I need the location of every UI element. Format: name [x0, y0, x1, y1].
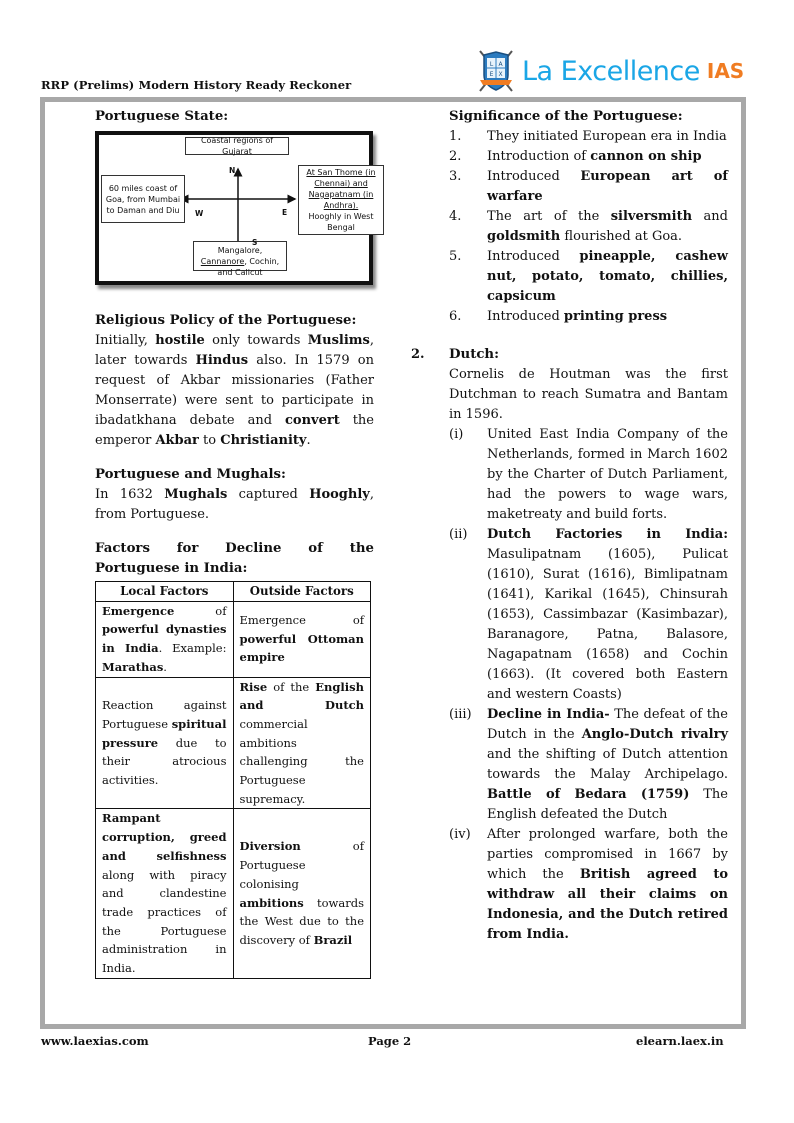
text-run: . — [306, 433, 311, 448]
text-run-bold: Akbar — [155, 433, 199, 448]
list-item — [449, 167, 728, 207]
table-cell-local — [96, 601, 234, 677]
text-run-bold: powerful Ottoman empire — [239, 631, 364, 665]
text-run: only towards — [204, 333, 308, 348]
list-text — [487, 307, 728, 327]
text-run-bold: cannon on ship — [590, 149, 702, 164]
significance-heading: Significance of the Portuguese: — [449, 109, 683, 124]
text-run: . Example: — [158, 641, 227, 656]
list-number: 2. — [449, 149, 462, 164]
brand-name: La Excellence — [522, 55, 700, 87]
text-run: After prolonged warfare, both the parties compromised in 1667 by which the — [487, 827, 728, 882]
text-run: Initially, — [95, 333, 156, 348]
list-number: (i) — [449, 427, 464, 442]
text-run-bold: powerful dynasties in India — [102, 622, 227, 656]
right-column — [411, 107, 728, 945]
list-number: 3. — [449, 169, 462, 184]
list-item — [449, 307, 728, 327]
text-run: of — [174, 603, 227, 618]
text-run-bold: Christianity — [220, 433, 307, 448]
text-run: due to their atrocious activities. — [102, 735, 227, 788]
list-number: 1. — [449, 129, 462, 144]
shield-letter: A — [498, 61, 503, 68]
text-run: to — [198, 433, 221, 448]
text-run: Emergence of — [239, 613, 364, 628]
page-number: Page 2 — [368, 1034, 412, 1048]
table-row — [96, 677, 371, 809]
text-run: and — [692, 209, 728, 224]
text-run: flourished at Goa. — [560, 229, 683, 244]
text-run: , later towards — [95, 333, 374, 368]
text-run: and the shifting of Dutch attention towards the Malay Archipelago. — [487, 747, 728, 782]
list-text — [487, 207, 728, 247]
text-run-bold: Emergence — [102, 603, 175, 618]
text-run: towards the West due to the discovery of — [239, 895, 364, 947]
portuguese-state-diagram — [95, 131, 376, 285]
list-number: 5. — [449, 249, 462, 264]
table-row — [96, 809, 371, 978]
list-text — [487, 525, 728, 705]
table-cell-outside — [233, 677, 371, 809]
text-run: Introduced — [487, 249, 580, 264]
text-run: The art of the — [487, 209, 611, 224]
diagram-south-text: Cannanore — [200, 257, 245, 266]
list-text — [487, 247, 728, 307]
text-run: of the — [267, 679, 316, 694]
diagram-south-text: Mangalore, — [217, 246, 263, 255]
list-text — [487, 167, 728, 207]
text-run-bold: Dutch Factories in India: — [487, 527, 728, 542]
diagram-east-box — [298, 165, 384, 235]
compass-east-label: E — [282, 208, 288, 217]
text-run-bold: Mughals — [164, 487, 228, 502]
text-run-bold: convert — [285, 413, 340, 428]
text-run-bold: Muslims — [307, 333, 370, 348]
document-title: RRP (Prelims) Modern History Ready Reckoner — [41, 78, 352, 92]
section-number: 2. — [411, 347, 425, 362]
list-item — [449, 147, 728, 167]
text-run-bold: goldsmith — [487, 229, 561, 244]
list-item — [449, 525, 728, 705]
text-run-bold: Anglo-Dutch rivalry — [581, 727, 728, 742]
footer-website-link[interactable]: www.laexias.com — [41, 1034, 149, 1048]
list-number: 4. — [449, 209, 462, 224]
text-run: of Portuguese colonising — [239, 839, 364, 891]
text-run-bold: ambitions — [239, 895, 304, 910]
mughals-heading: Portuguese and Mughals: — [95, 467, 286, 482]
text-run-bold: Rampant corruption, greed and selfishness — [102, 811, 227, 863]
table-row — [96, 601, 371, 677]
list-number: (ii) — [449, 527, 468, 542]
table-cell-outside — [233, 601, 371, 677]
portuguese-state-heading: Portuguese State: — [95, 109, 229, 124]
text-run: , from Portuguese. — [95, 487, 374, 522]
footer-elearn-link[interactable]: elearn.laex.in — [636, 1034, 724, 1048]
text-run-bold: English and Dutch — [239, 679, 364, 713]
table-cell-local — [96, 809, 234, 978]
text-run-bold: printing press — [563, 309, 668, 324]
text-run-bold: Rise — [239, 679, 268, 694]
text-run: also. In 1579 on request of Akbar missionaries (Father Monserrate) were sent to participate in ibadatkhana debate and — [95, 353, 374, 428]
list-number: (iv) — [449, 827, 471, 842]
column-header-outside: Outside Factors — [233, 582, 371, 602]
dutch-intro: Cornelis de Houtman was the first Dutchman to reach Sumatra and Bantam in 1596. — [449, 367, 728, 422]
list-text — [487, 147, 728, 167]
text-run: In 1632 — [95, 487, 165, 502]
list-number: (iii) — [449, 707, 472, 722]
text-run: Introduction of — [487, 149, 591, 164]
diagram-east-line: At San Thome (in Chennai) and — [306, 168, 376, 188]
list-item — [449, 705, 728, 825]
compass-north-label: N — [229, 166, 236, 175]
text-run-bold: Marathas — [102, 659, 164, 674]
table-cell-outside — [233, 809, 371, 978]
text-run-bold: Hindus — [195, 353, 249, 368]
list-item — [449, 127, 728, 147]
list-text — [487, 425, 728, 525]
decline-heading: Factors for Decline of the Portuguese in India: — [95, 541, 374, 576]
text-run: along with piracy and clandestine trade practices of the Portuguese administration in India. — [102, 867, 227, 976]
diagram-east-line: Nagapatnam (in Andhra). — [308, 190, 374, 210]
text-run-bold: pineapple, cashew nut, potato, tomato, chillies, capsicum — [487, 249, 728, 304]
list-text — [487, 127, 728, 147]
text-run: . — [163, 659, 167, 674]
text-run-bold: British agreed to withdraw all their claims on Indonesia, and the Dutch retired from India. — [487, 867, 728, 942]
compass-south-label: S — [252, 238, 258, 247]
diagram-south-text: , Cochin, and Calicut — [217, 257, 280, 277]
brand-logo — [476, 47, 744, 95]
list-number: 6. — [449, 309, 462, 324]
text-run: the emperor — [95, 413, 374, 448]
brand-suffix: IAS — [706, 59, 745, 83]
diagram-west-box: 60 miles coast of Goa, from Mumbai to Daman and Diu — [101, 175, 185, 223]
decline-factors-table — [95, 581, 371, 979]
dutch-heading: Dutch: — [449, 347, 500, 362]
list-text — [487, 825, 728, 945]
shield-letter: E — [489, 71, 494, 78]
shield-letter: X — [498, 71, 503, 78]
list-text — [487, 705, 728, 825]
compass-west-label: W — [195, 209, 204, 218]
diagram-east-line: Hooghly in West Bengal — [308, 212, 374, 232]
shield-letter: L — [489, 61, 494, 68]
text-run: commercial ambitions challenging the Portuguese supremacy. — [239, 716, 364, 806]
text-run: United East India Company of the Netherlands, formed in March 1602 by the Charter of Dutch Parliament, had the powers to wage wars, maketreaty and build forts. — [487, 427, 728, 522]
list-item — [449, 247, 728, 307]
mughals-text — [95, 485, 374, 525]
list-item — [449, 825, 728, 945]
text-run-bold: European art of warfare — [487, 169, 728, 204]
religious-policy-heading: Religious Policy of the Portuguese: — [95, 313, 357, 328]
text-run-bold: Decline in India- — [487, 707, 610, 722]
diagram-north-box: Coastal regions of Gujarat — [185, 137, 289, 155]
significance-list — [449, 127, 728, 327]
text-run-bold: Diversion — [239, 839, 301, 854]
text-run: The defeat of the Dutch in the — [487, 707, 728, 742]
list-item — [449, 425, 728, 525]
left-column — [95, 107, 374, 979]
shield-icon — [476, 47, 516, 95]
text-run: Introduced — [487, 169, 581, 184]
text-run: Introduced — [487, 309, 564, 324]
dutch-section — [411, 345, 728, 945]
text-run: The English defeated the Dutch — [487, 787, 728, 822]
diagram-south-box — [193, 241, 287, 277]
text-run-bold: hostile — [155, 333, 205, 348]
text-run: captured — [227, 487, 310, 502]
text-run-bold: spiritual pressure — [102, 716, 227, 750]
text-run: Reaction against Portuguese — [102, 698, 227, 731]
religious-policy-text — [95, 331, 374, 451]
text-run-bold: Battle of Bedara (1759) — [487, 787, 690, 802]
column-header-local: Local Factors — [96, 582, 234, 602]
text-run-bold: silversmith — [610, 209, 693, 224]
table-cell-local — [96, 677, 234, 809]
text-run-bold: Brazil — [313, 933, 353, 947]
text-run-bold: Hooghly — [309, 487, 370, 502]
text-run: Masulipatnam (1605), Pulicat (1610), Surat (1616), Bimlipatnam (1641), Karikal (1645), Chinsurah (1653), Cassimbazar (Kasimbazar), Baranagore, Patna, Balasore, Nagapatnam (1658) and Cochin (1663). (It covered both Eastern and western Coasts) — [487, 547, 728, 702]
list-item — [449, 207, 728, 247]
text-run: They initiated European era in India — [487, 129, 727, 144]
